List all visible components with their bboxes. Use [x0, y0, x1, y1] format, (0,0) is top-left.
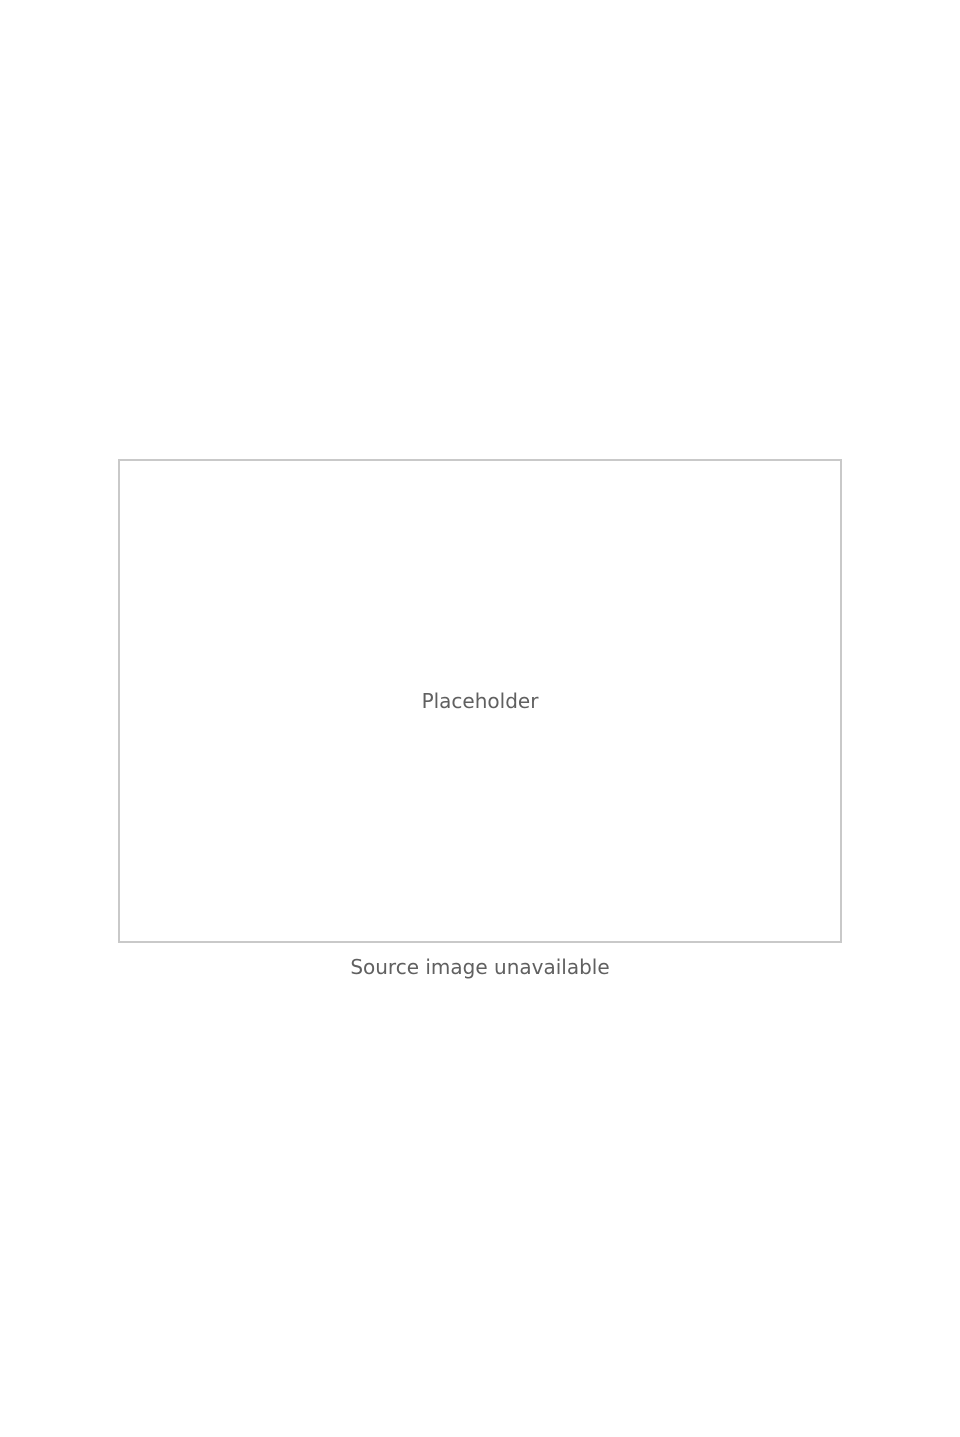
- placeholder-frame: [118, 459, 842, 943]
- placeholder-title: Placeholder: [421, 688, 539, 713]
- placeholder-note: Source image unavailable: [350, 954, 610, 979]
